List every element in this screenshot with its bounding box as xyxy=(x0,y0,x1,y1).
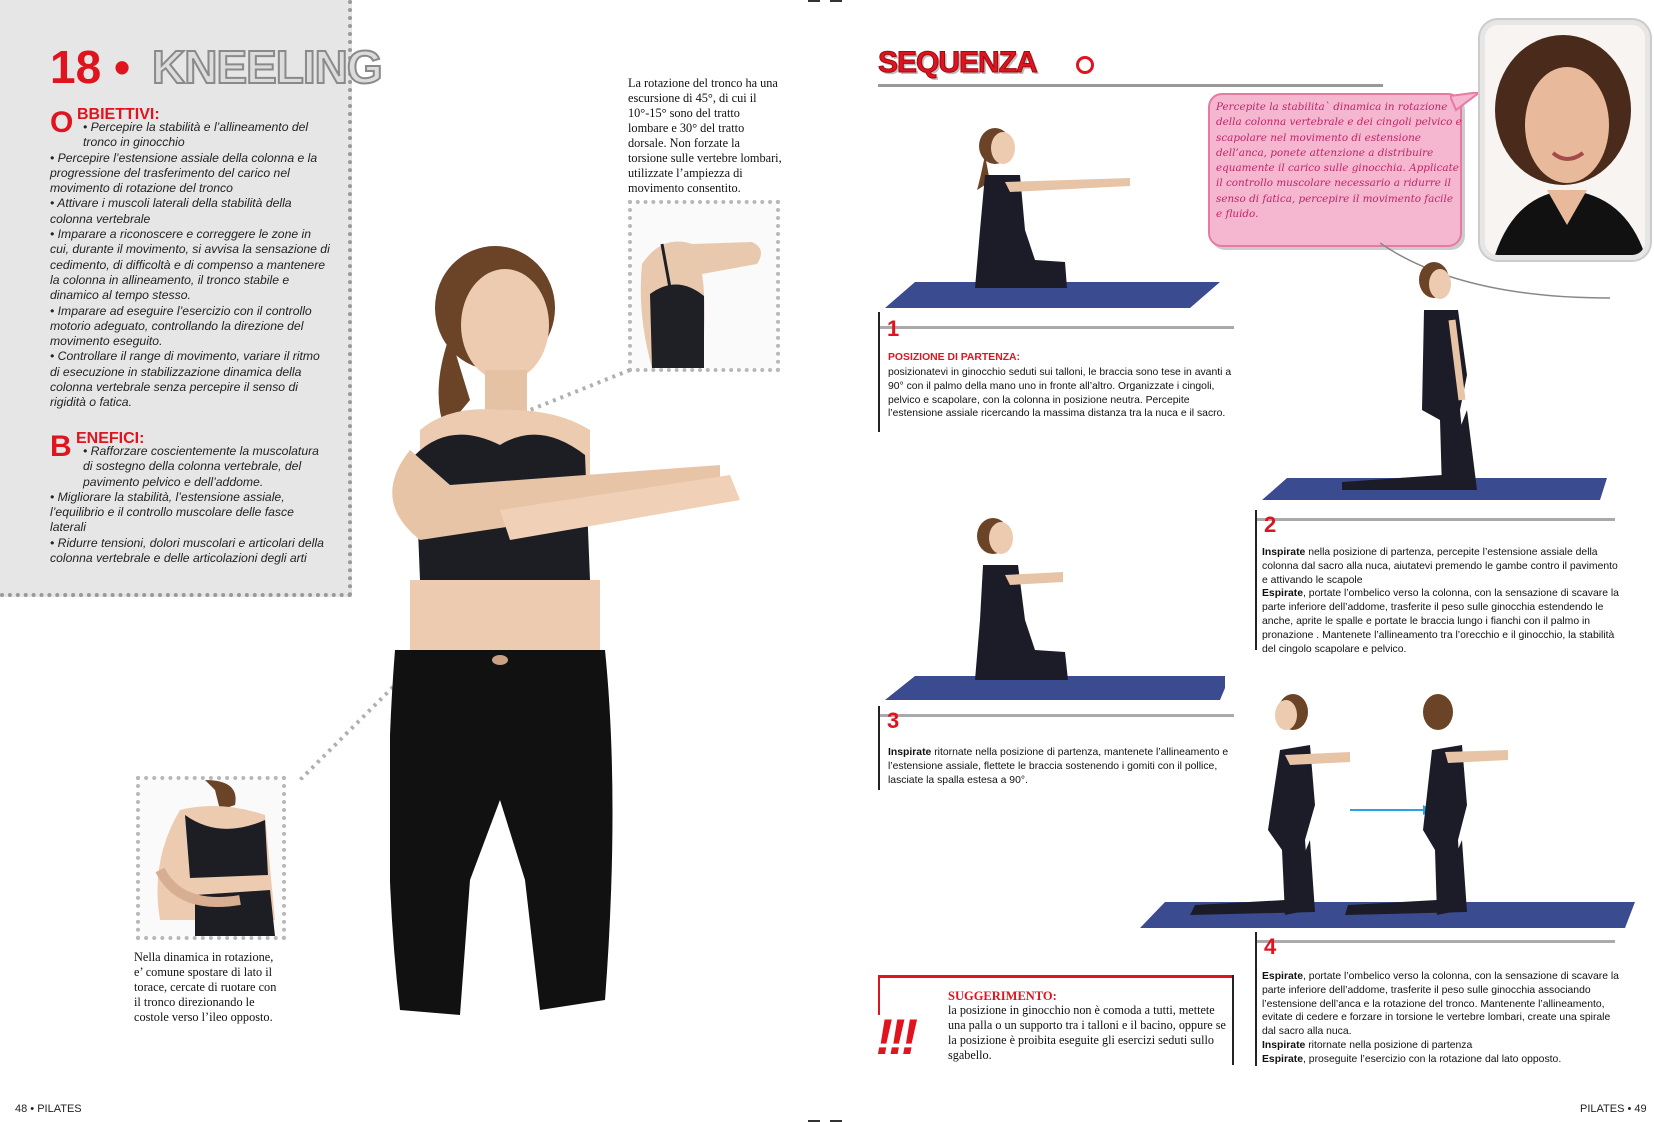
step-2-text xyxy=(1262,546,1620,656)
step-1-number: 1 xyxy=(887,316,900,341)
step-2-text-1: nella posizione di partenza, percepite l’estensione assiale della colonna dal sacro alla nuca, aiutatevi premendo le gambe contro il pavimento e attivando le scapole xyxy=(1262,547,1618,586)
benefit-item: • Ridurre tensioni, dolori muscolari e articolari della colonna vertebrale e delle articolazioni degli arti xyxy=(50,535,324,566)
benefits-initial: B xyxy=(50,430,72,463)
step-2-breath-in: Inspirate xyxy=(1262,547,1306,558)
page-folio-left: 48 • PILATES xyxy=(15,1103,82,1115)
title-dot-icon xyxy=(1076,56,1094,74)
suggestion-frame xyxy=(1232,975,1234,1065)
step-4-breath-in: Inspirate xyxy=(1262,1039,1306,1051)
objective-item: • Percepire l’estensione assiale della colonna e la progressione del trasferimento del carico nel movimento di rotazione del tronco xyxy=(50,150,318,196)
step-3-breath-in: Inspirate xyxy=(888,747,932,758)
step-2-number: 2 xyxy=(1264,512,1277,537)
step-2-figure xyxy=(1262,260,1612,510)
rotation-detail-photo xyxy=(136,776,286,940)
rotation-caption: La rotazione del tronco ha una escursione di 45°, di cui il 10°-15° sono del tratto lombare e 30° del tratto dorsale. Non forzate la torsione sulle vertebre lombari, utilizzate l’ampiezza di movimento consentito. xyxy=(628,76,782,195)
step-3-frame xyxy=(878,706,880,790)
step-1-rule xyxy=(878,326,1234,329)
rotation-detail-illustration xyxy=(140,780,282,936)
suggestion-label: SUGGERIMENTO: xyxy=(948,989,1057,1003)
suggestion-rule xyxy=(878,975,1232,978)
step-2-breath-out: Espirate xyxy=(1262,588,1304,600)
step-4-breath-out-2: Espirate xyxy=(1262,1053,1304,1065)
suggestion-text: la posizione in ginocchio non è comoda a tutti, mettete una palla o un supporto tra i talloni e il bacino, oppure se la posizione è proibita eseguite gli esercizi seduti sullo sgabello. xyxy=(948,1003,1226,1062)
benefit-item: • Rafforzare coscientemente la muscolatura di sostegno della colonna vertebrale, del pavimento pelvico e dell’addome. xyxy=(83,444,319,489)
objective-item: • Imparare ad eseguire l’esercizio con il controllo motorio adeguato, controllando la direzione del movimento eseguito. xyxy=(50,303,312,349)
objective-item: • Attivare i muscoli laterali della stabilità della colonna vertebrale xyxy=(50,196,292,226)
benefit-item: • Migliorare la stabilità, l’estensione assiale, l’equilibrio e il controllo muscolare delle fasce laterali xyxy=(50,489,294,535)
speech-bubble-text: Percepite la stabilita` dinamica in rotazione della colonna vertebrale e dei cingoli pelvico e scapolare nel movimento di estensione dell’anca, ponete attenzione a distribuire equamente il carico sulle ginocchia. Applicate il controllo muscolare necessario a ridurre il senso di fatica, percepire il movimento facile e fluido. xyxy=(1216,101,1462,221)
warning-icon: !!! xyxy=(876,1009,914,1065)
step-4-rule xyxy=(1255,940,1615,943)
instructor-portrait xyxy=(1480,20,1650,260)
exercise-title: KNEELING xyxy=(152,41,382,93)
objectives-heading: BBIETTIVI: xyxy=(77,106,160,123)
objective-item: • Imparare a riconoscere e correggere le zone in cui, durante il movimento, si avvisa la sensazione di cedimento, di difficoltà e di compenso a mantenere la colonna in allineamento, il tronco stabile e dinamico al tempo stesso. xyxy=(50,227,330,303)
step-4-number: 4 xyxy=(1264,934,1277,959)
step-4-text xyxy=(1262,970,1620,1067)
step-1-text: posizionatevi in ginocchio seduti sui talloni, le braccia sono tese in avanti a 90° con il palmo della mano uno in fronte all’altro. Organizzate i cingoli, pelvico e scapolare, con la colonna in posizione neutra. Percepite l’estensione assiale ricercando la massima distanza tra la nuca e il sacro. xyxy=(888,367,1232,420)
step-4-frame xyxy=(1255,932,1257,1066)
step-1-heading: POSIZIONE DI PARTENZA: xyxy=(888,352,1021,363)
benefits-heading: ENEFICI: xyxy=(76,430,145,447)
objectives-initial: O xyxy=(50,106,74,139)
sequence-title: SEQUENZA xyxy=(878,46,1037,79)
step-2-text-2: , portate l’ombelico verso la colonna, con la sensazione di scavare la parte inferiore dell’addome, trasferite il peso sulle ginocchia estendendo le anche, aprite le spalle e portate le braccia lungo i fianchi con il palmo in pronazione . Mantenete l’allineamento tra l’orecchio e il ginocchio, la stabilità del cingolo scapolare e pelvico. xyxy=(1262,588,1619,655)
step-4-breath-out: Espirate xyxy=(1262,971,1304,982)
page-folio-right: PILATES • 49 xyxy=(1580,1103,1647,1115)
step-2-rule xyxy=(1255,518,1615,521)
step-2-frame xyxy=(1255,510,1257,650)
main-kneeling-figure xyxy=(390,240,790,1080)
step-4-text-1: , portate l’ombelico verso la colonna, con la sensazione di scavare la parte inferiore dell’addome, trasferite il peso sulle ginocchia associando l’estensione dell’anca e la rotazione del tronco. Mantenente l’allineamento, evitate di cedere e forzare in torsione le vertebre lombari, create una spirale dal sacro alla nuca. xyxy=(1262,971,1619,1038)
step-4-text-2: ritornate nella posizione di partenza xyxy=(1305,1039,1473,1051)
rotation-tip-caption: Nella dinamica in rotazione, e’ comune spostare di lato il torace, cercate di ruotare con il tronco direzionando le costole verso l’ileo opposto. xyxy=(134,950,277,1024)
step-4-text-3: , proseguite l’esercizio con la rotazione dal lato opposto. xyxy=(1303,1053,1562,1065)
objective-item: • Percepire la stabilità e l’allineamento del tronco in ginocchio xyxy=(83,120,309,150)
sequence-rule xyxy=(878,84,1383,87)
exercise-number: 18 • xyxy=(50,41,131,93)
objective-item: • Controllare il range di movimento, variare il ritmo di esecuzione in stabilizzazione dinamica della colonna vertebrale senza percepire il senso di rigidità o fatica. xyxy=(50,349,320,410)
crop-mark xyxy=(808,0,820,2)
step-1-figure xyxy=(885,120,1225,315)
step-3-number: 3 xyxy=(887,708,900,733)
step-1-frame xyxy=(878,312,880,432)
instructor-portrait-illustration xyxy=(1485,25,1645,255)
crop-mark xyxy=(830,0,842,2)
step-4-figure xyxy=(1140,690,1640,935)
step-3-text-1: ritornate nella posizione di partenza, mantenete l’allineamento e l’estensione assiale, flettete le braccia sostenendo i gomiti con il pollice, lasciate la spalla estesa a 90°. xyxy=(888,747,1229,786)
step-3-figure xyxy=(885,510,1225,705)
